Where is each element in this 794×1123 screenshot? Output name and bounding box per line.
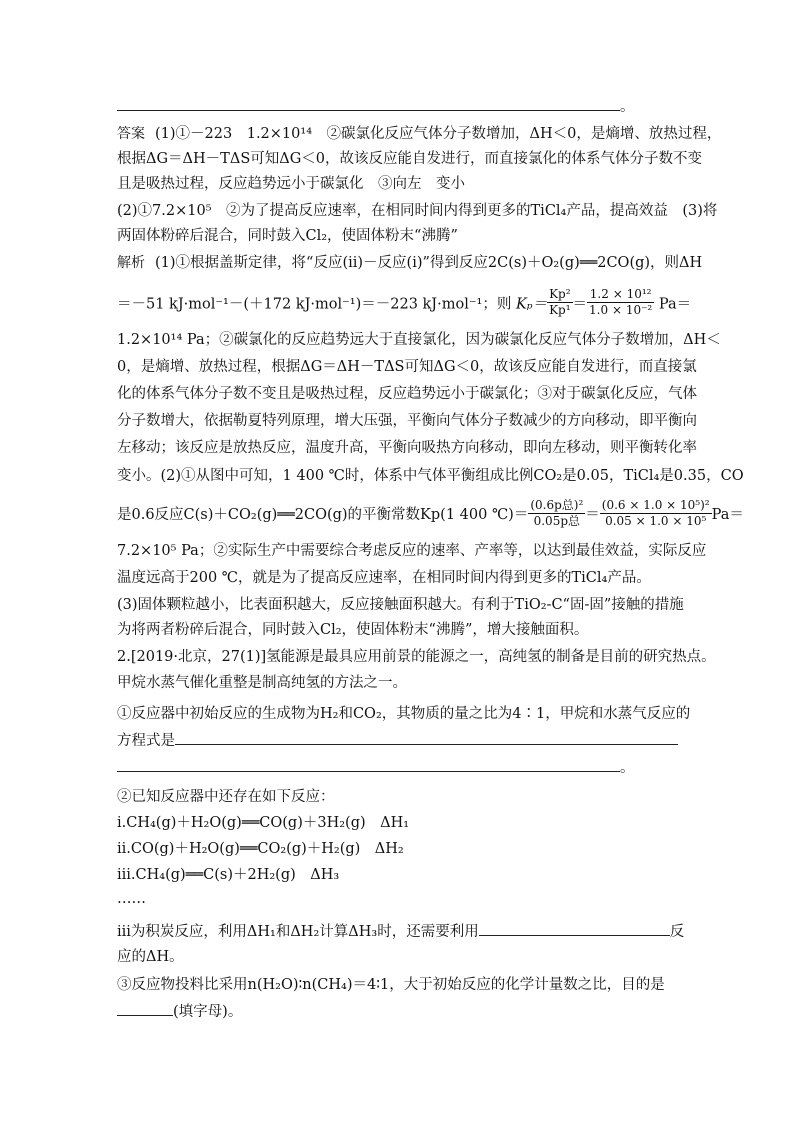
- answer-line-3: 且是吸热过程，反应趋势远小于碳氯化 ③向左 变小: [117, 176, 465, 192]
- reaction-blank[interactable]: [479, 921, 670, 936]
- letter-answer-blank[interactable]: [117, 1001, 173, 1016]
- analysis-line-7: 左移动；该反应是放热反应，温度升高，平衡向吸热方向移动，即向左移动，则平衡转化率: [117, 440, 697, 456]
- analysis-line-4: 0，是熵增、放热过程，根据ΔG＝ΔH－TΔS可知ΔG＜0，故该反应能自发进行，而直接氯: [117, 359, 697, 375]
- analysis-line-5: 化的体系气体分子数不变且是吸热过程，反应趋势远小于碳氯化；③对于碳氯化反应，气体: [117, 386, 697, 402]
- kp-fraction-1: $\frac{\text{Kp²}}{\text{Kp¹}}$: [549, 287, 571, 317]
- analysis-line-8: 变小。(2)①从图中可知，1 400 ℃时，体系中气体平衡组成比例CO₂是0.05，TiCl₄是0.35，CO: [117, 468, 744, 484]
- question-2-part-2: ②已知反应器中还存在如下反应：: [117, 789, 335, 805]
- analysis-line-9: 是0.6反应C(s)＋CO₂(g)══2CO(g)的平衡常数Kp(1 400 ℃)＝ $\frac{\text{(0.6p总)²}}{\text{0.05p总}}$ ＝ $\frac{\text{(0.6 × 1.0 × 10⁵)²}}{\text{0.05 × 1.0 × 10⁵}}$ Pa＝: [117, 497, 744, 528]
- question-2-intro: 甲烷水蒸气催化重整是制高纯氢的方法之一。: [117, 675, 407, 691]
- question-2-part-2-ask: ⅲ为积炭反应，利用ΔH₁和ΔH₂计算ΔH₃时，还需要利用 反: [117, 921, 677, 942]
- question-2-part-1: ①反应器中初始反应的生成物为H₂和CO₂，其物质的量之比为4∶1，甲烷和水蒸气反应的: [117, 706, 691, 722]
- answer-line-5: 两固体粉碎后混合，同时鼓入Cl₂，使固体粉末“沸腾”: [117, 228, 458, 244]
- answer-label: 答案: [117, 126, 145, 142]
- analysis-label: 解析: [117, 255, 145, 271]
- kp-1400-fraction-2: $\frac{\text{(0.6 × 1.0 × 10⁵)²}}{\text{0.05 × 1.0 × 10⁵}}$: [601, 497, 710, 528]
- reaction-ii: ⅱ.CO(g)＋H₂O(g)══CO₂(g)＋H₂(g) ΔH₂: [117, 841, 404, 857]
- equation-blank-1[interactable]: [175, 730, 678, 745]
- reaction-iii: ⅲ.CH₄(g)══C(s)＋2H₂(g) ΔH₃: [117, 867, 340, 883]
- answer-line-1: 答案 (1)①－223 1.2×10¹⁴ ②碳氯化反应气体分子数增加，ΔH＜0，是熵增、放热过程，: [117, 126, 722, 142]
- equation-blank-2[interactable]: [117, 757, 620, 772]
- analysis-line-12: (3)固体颗粒越小，比表面积越大，反应接触面积越大。有利于TiO₂-C“固-固”接触的措施: [117, 597, 684, 613]
- question-2-part-2-end: 应的ΔH。: [117, 949, 184, 965]
- question-2-heading: 2.[2019·北京，27(1)]氢能源是最具应用前景的能源之一，高纯氢的制备是目前的研究热点。: [117, 649, 716, 665]
- question-2-part-3: ③反应物投料比采用n(H₂O)∶n(CH₄)＝4∶1，大于初始反应的化学计量数之比，目的是: [117, 977, 665, 993]
- ellipsis: ……: [117, 891, 146, 907]
- answer-blank[interactable]: [117, 96, 620, 111]
- letter-answer-line: (填字母)。: [117, 1001, 677, 1022]
- equation-line-2: 。: [117, 757, 677, 778]
- equation-line-1: 方程式是: [117, 730, 677, 751]
- analysis-line-3: 1.2×10¹⁴ Pa；②碳氯化的反应趋势远大于直接氯化，因为碳氯化反应气体分子数增加，ΔH＜: [117, 332, 721, 348]
- reaction-i: ⅰ.CH₄(g)＋H₂O(g)══CO(g)＋3H₂(g) ΔH₁: [117, 815, 410, 831]
- answer-line-4: (2)①7.2×10⁵ ②为了提高反应速率，在相同时间内得到更多的TiCl₄产品，提高效益 (3)将: [117, 203, 718, 219]
- kp-1400-fraction-1: $\frac{\text{(0.6p总)²}}{\text{0.05p总}}$: [530, 497, 584, 528]
- analysis-line-10: 7.2×10⁵ Pa；②实际生产中需要综合考虑反应的速率、产率等，以达到最佳效益，实际反应: [117, 543, 707, 559]
- analysis-line-6: 分子数增大，依据勒夏特列原理，增大压强，平衡向气体分子数减少的方向移动，即平衡向: [117, 413, 697, 429]
- analysis-line-11: 温度远高于200 ℃，就是为了提高反应速率，在相同时间内得到更多的TiCl₄产品。: [117, 570, 651, 586]
- analysis-line-1: 解析 (1)①根据盖斯定律，将“反应(ⅱ)－反应(ⅰ)”得到反应2C(s)＋O₂(g)══2CO(g)，则ΔH: [117, 255, 703, 271]
- answer-line-2: 根据ΔG＝ΔH－TΔS可知ΔG＜0，故该反应能自发进行，而直接氯化的体系气体分子数不变: [117, 151, 703, 167]
- answer-blank-line: 。: [117, 96, 677, 117]
- analysis-line-13: 为将两者粉碎后混合，同时鼓入Cl₂，使固体粉末“沸腾”，增大接触面积。: [117, 622, 589, 638]
- kp-fraction-2: $\frac{\text{1.2 × 10¹²}}{\text{1.0 × 10⁻²}}$: [589, 287, 653, 317]
- analysis-line-2: ＝－51 kJ·mol⁻¹－(＋172 kJ·mol⁻¹)＝－223 kJ·mol⁻¹；则 Kₚ＝ $\frac{\text{Kp²}}{\text{Kp¹}}$ ＝ $\frac{\text{1.2 × 10¹²}}{\text{1.0 × 10⁻²}}$ Pa＝: [117, 287, 692, 317]
